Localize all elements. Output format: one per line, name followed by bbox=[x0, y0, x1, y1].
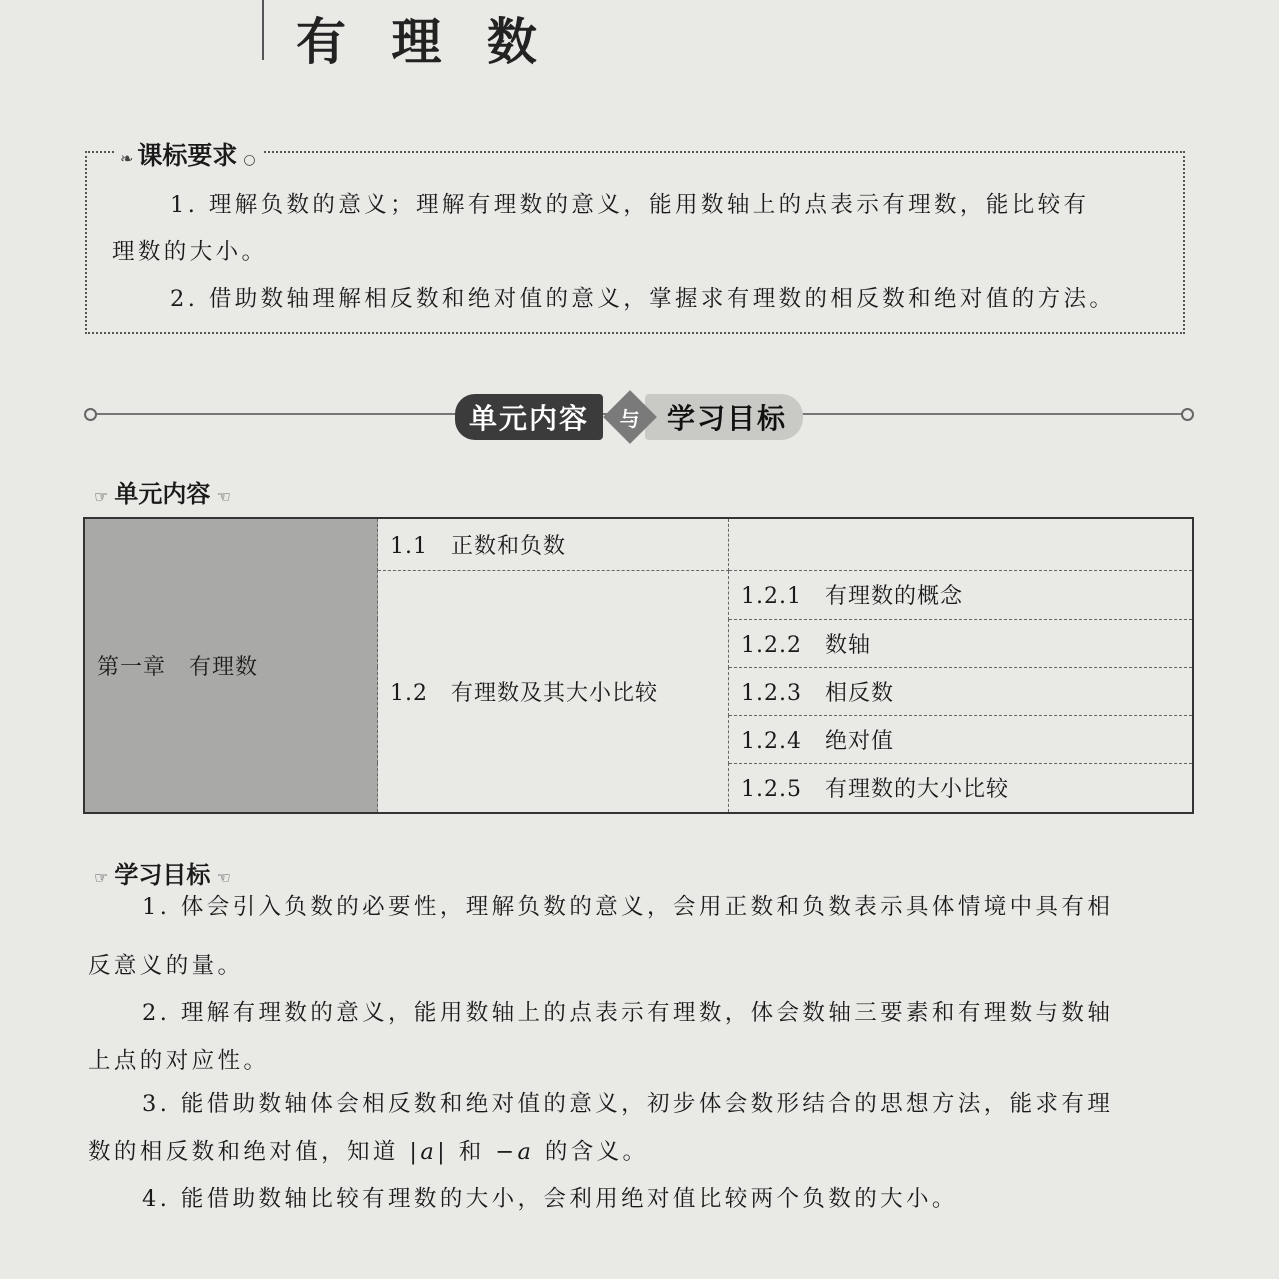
goal-1a: 1. 体会引入负数的必要性，理解负数的意义，会用正数和负数表示具体情境中具有相 bbox=[142, 894, 1114, 920]
unit-content-heading: ☞ 单元内容 ☜ bbox=[94, 480, 231, 508]
subsection-1-2-3: 1.2.3 相反数 bbox=[729, 667, 1194, 715]
pointing-hand-icon: ☞ bbox=[94, 487, 109, 506]
goal-3b: 数的相反数和绝对值，知道 |a| 和 −a 的含义。 bbox=[88, 1139, 649, 1165]
pointing-hand-icon: ☞ bbox=[94, 868, 109, 887]
goal-1b: 反意义的量。 bbox=[88, 953, 244, 979]
chapter-cell: 第一章 有理数 bbox=[84, 518, 378, 813]
rule-end-dot-left bbox=[84, 408, 97, 421]
pointing-hand-left-icon: ☜ bbox=[216, 487, 231, 506]
section-1-1: 1.1 正数和负数 bbox=[378, 518, 729, 570]
learning-goals-heading: ☞ 学习目标 ☜ bbox=[94, 861, 231, 889]
swirl-icon: ❧ bbox=[120, 149, 134, 168]
subsection-1-2-2: 1.2.2 数轴 bbox=[729, 619, 1194, 667]
section-banner bbox=[455, 394, 803, 440]
abs-a-expression: |a| bbox=[409, 1139, 449, 1165]
title-divider bbox=[262, 0, 264, 60]
banner-right: 学习目标 bbox=[645, 394, 803, 440]
goal-3a: 3. 能借助数轴体会相反数和绝对值的意义，初步体会数形结合的思想方法，能求有理 bbox=[142, 1091, 1114, 1117]
goal-4: 4. 能借助数轴比较有理数的大小，会利用绝对值比较两个负数的大小。 bbox=[142, 1186, 958, 1212]
pointing-hand-left-icon: ☜ bbox=[216, 868, 231, 887]
banner-middle: 与 bbox=[603, 390, 657, 444]
subsection-1-2-5: 1.2.5 有理数的大小比较 bbox=[729, 763, 1194, 813]
unit-content-table bbox=[83, 517, 1194, 814]
page-title: 有 理 数 bbox=[296, 12, 551, 71]
requirement-1b: 理数的大小。 bbox=[112, 239, 268, 265]
rule-end-dot-right bbox=[1181, 408, 1194, 421]
subsection-1-2-4: 1.2.4 绝对值 bbox=[729, 715, 1194, 763]
empty-cell bbox=[729, 518, 1194, 570]
section-1-2: 1.2 有理数及其大小比较 bbox=[378, 570, 729, 813]
circle-ornament-icon: ○ bbox=[243, 152, 256, 168]
goal-2a: 2. 理解有理数的意义，能用数轴上的点表示有理数，体会数轴三要素和有理数与数轴 bbox=[142, 1000, 1114, 1026]
requirements-label: ❧ 课标要求 ○ bbox=[116, 136, 262, 172]
subsection-1-2-1: 1.2.1 有理数的概念 bbox=[729, 570, 1194, 619]
neg-a-expression: −a bbox=[495, 1139, 535, 1165]
banner-left: 单元内容 bbox=[455, 394, 603, 440]
goal-2b: 上点的对应性。 bbox=[88, 1048, 270, 1074]
requirement-1a: 1. 理解负数的意义；理解有理数的意义，能用数轴上的点表示有理数，能比较有 bbox=[170, 192, 1090, 218]
requirement-2: 2. 借助数轴理解相反数和绝对值的意义，掌握求有理数的相反数和绝对值的方法。 bbox=[170, 286, 1116, 312]
